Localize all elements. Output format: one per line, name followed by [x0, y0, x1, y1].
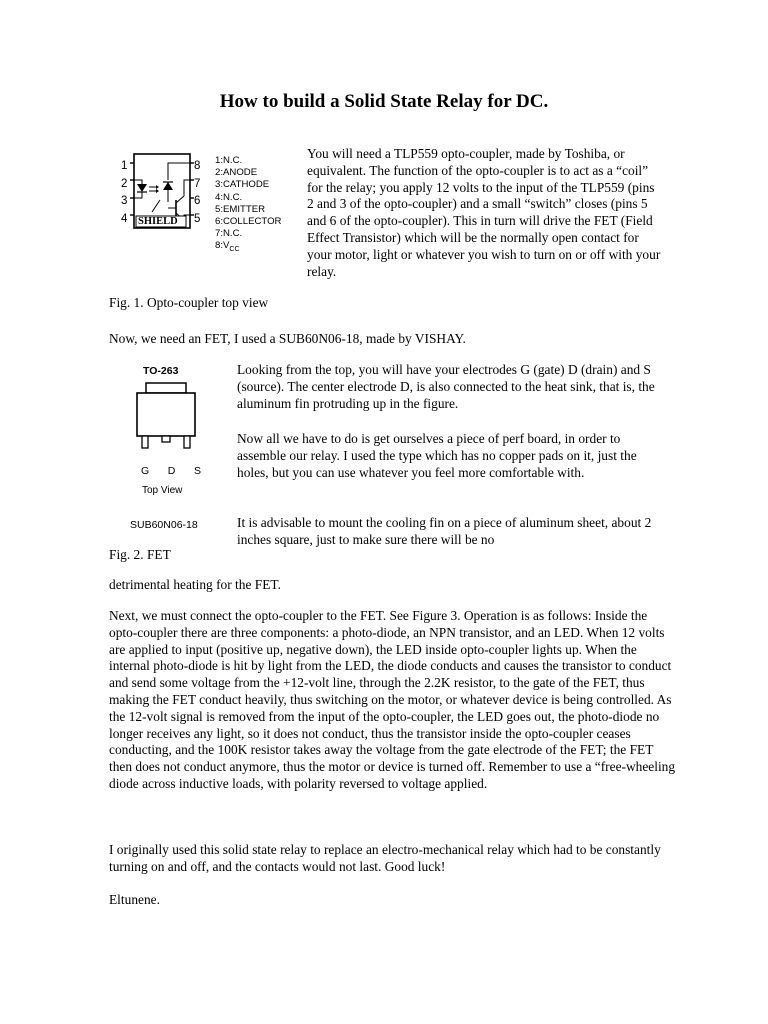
fet-pin-labels: [141, 465, 201, 477]
pin-number: 5: [194, 212, 201, 225]
pin-number: 4: [121, 212, 128, 225]
fet-intro-line: Now, we need an FET, I used a SUB60N06-18, made by VISHAY.: [109, 331, 466, 346]
gate-lead: [142, 436, 148, 448]
page-title: How to build a Solid State Relay for DC.: [219, 91, 549, 112]
pin-number: 6: [194, 195, 201, 207]
pin-number: 8: [194, 160, 201, 172]
continuation-text: detrimental heating for the FET.: [109, 577, 281, 592]
pin-number: 3: [121, 195, 128, 207]
fet-body: [137, 393, 195, 436]
pin-numbers-right: [194, 158, 200, 228]
pin-number: 2: [121, 177, 128, 190]
pin-number: 1: [121, 160, 128, 172]
pin-description: 7:N.C.: [215, 228, 243, 240]
intro-paragraph: You will need a TLP559 opto-coupler, made by Toshiba, or equivalent. The function of the opto-coupler is to act as a “coil” for the relay; you apply 12 volts to the input of the TLP559 (pins 2 and 3 of the opto-coupler) and a small “switch” closes (pins 5 and 6 of the opto-coupler). This in turn will drive the FET (Field Effect Transistor) which will be the normally open contact for your motor, light or whatever you wish to turn on or off with your relay.: [307, 146, 661, 279]
figure-2-caption: Fig. 2. FET: [109, 547, 171, 562]
pin-label-g: G: [141, 465, 150, 477]
top-view-label: Top View: [142, 485, 183, 496]
drain-lead: [162, 436, 170, 442]
fet-paragraph-3: It is advisable to mount the cooling fin on a piece of aluminum sheet, about 2 inches square, just to make sure there will be no: [237, 515, 652, 547]
pin-numbers-left: [121, 158, 127, 228]
fet-package-diagram: [134, 380, 198, 462]
pin-description: $8:V_{CC}$: [215, 240, 240, 254]
pin-label-s: S: [193, 465, 201, 477]
pin-description-list: [215, 155, 281, 257]
pin-label-d: D: [167, 465, 176, 477]
pin-description: 1:N.C.: [215, 155, 243, 166]
signature: Eltunene.: [109, 892, 160, 907]
operation-paragraph: Next, we must connect the opto-coupler to the FET. See Figure 3. Operation is as follows: Inside the opto-coupler there are three components: a photo-diode, an NPN transistor, and an LED. When 12 volts are applied to input (positive up, negative down), the LED inside opto-coupler lights up. When the internal photo-diode is hit by light from the LED, the diode conducts and causes the transistor to conduct and send some voltage from the +12-volt line, through the 2.2K resistor, to the gate of the FET, thus making the FET conduct heavily, thus switching on the motor, or whatever device is being controlled. As the 12-volt signal is removed from the input of the opto-coupler, the LED goes out, the photo-diode no longer receives any light, so it does not conduct, thus the transistor inside the opto-coupler ceases conducting, and the 100K resistor takes away the voltage from the gate electrode of the FET; the FET then does not conduct anymore, thus the motor or device is turned off. Remember to use a “free-wheeling diode across inductive loads, with polarity reversed to voltage applied.: [109, 608, 676, 791]
closing-paragraph: I originally used this solid state relay to replace an electro-mechanical relay which had to be constantly turning on and off, and the contacts would not last. Good luck!: [109, 842, 661, 874]
figure-1-caption: Fig. 1. Opto-coupler top view: [109, 295, 269, 310]
pin-description: 2:ANODE: [215, 167, 258, 179]
source-lead: [184, 436, 190, 448]
pin-description: 3:CATHODE: [215, 179, 270, 191]
pin-description: 4:N.C.: [215, 191, 243, 203]
pin-number: 7: [194, 177, 201, 190]
part-number-label: SUB60N06-18: [130, 519, 198, 531]
fet-paragraph-2: Now all we have to do is get ourselves a piece of perf board, in order to assemble our relay. I used the type which has no copper pads on it, just the holes, but you can use whatever you feel more comfortable with.: [237, 431, 637, 480]
package-label: TO-263: [143, 365, 179, 377]
heat-sink-tab: [146, 383, 186, 393]
pin-description: 6:COLLECTOR: [215, 216, 282, 228]
pin-description: 5:EMITTER: [215, 203, 266, 215]
fet-paragraph-1: Looking from the top, you will have your electrodes G (gate) D (drain) and S (source). The center electrode D, is also connected to the heat sink, that is, the aluminum fin protruding up in the figure.: [237, 362, 655, 411]
shield-label: SHIELD: [138, 216, 178, 227]
